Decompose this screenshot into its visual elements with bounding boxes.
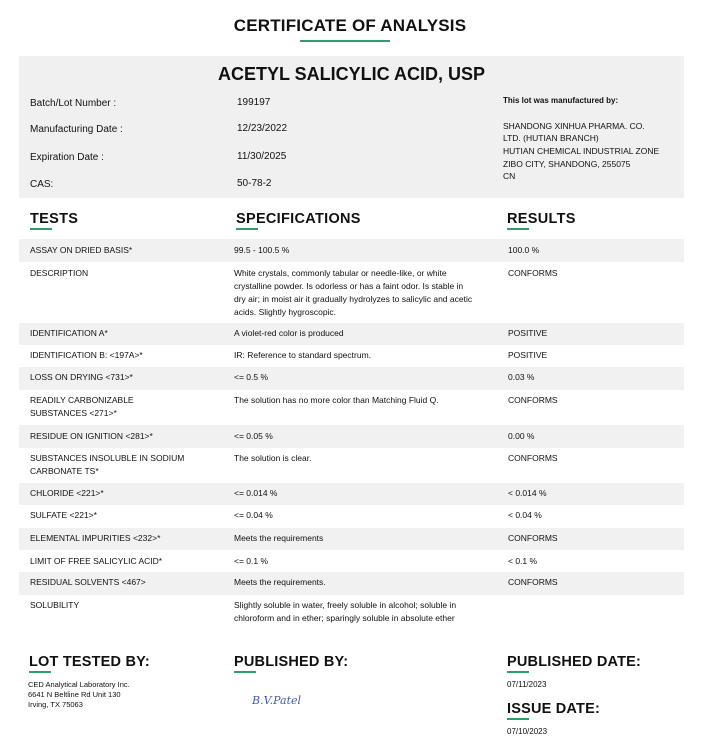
test-specification: White crystals, commonly tabular or needle-like, or white crystalline powder. Is odorless or has a faint odor. Is stable in dry air; in moist air it gradually hydrolyzes to salicylic and acetic acids. Slightly hygroscopic. [234, 268, 473, 317]
table-row [19, 448, 684, 483]
specifications-header-underline [236, 228, 258, 230]
table-row [19, 425, 684, 448]
test-result: CONFORMS [508, 395, 558, 405]
test-specification: <= 0.04 % [234, 510, 273, 520]
published-by-heading: PUBLISHED BY: [234, 654, 349, 670]
table-row [19, 345, 684, 367]
test-result: CONFORMS [508, 533, 558, 543]
test-name: LOSS ON DRYING <731>* [30, 372, 133, 382]
issue-date-heading: ISSUE DATE: [507, 701, 600, 717]
test-specification: <= 0.014 % [234, 488, 278, 498]
test-result: 0.00 % [508, 431, 535, 441]
test-specification: A violet-red color is produced [234, 328, 344, 338]
batch-label: Batch/Lot Number : [30, 98, 117, 109]
manufacturer-line: LTD. (HUTIAN BRANCH) [503, 133, 599, 143]
test-specification: <= 0.05 % [234, 431, 273, 441]
manufacturer-line: HUTIAN CHEMICAL INDUSTRIAL ZONE [503, 146, 660, 156]
test-specification: <= 0.5 % [234, 372, 269, 382]
test-result: 100.0 % [508, 245, 540, 255]
title-underline [300, 40, 390, 42]
test-result: CONFORMS [508, 577, 558, 587]
signature: B.V.Patel [252, 694, 302, 707]
issue-date-value: 07/10/2023 [507, 727, 548, 736]
test-specification: The solution is clear. [234, 453, 312, 463]
test-name: ELEMENTAL IMPURITIES <232>* [30, 533, 161, 543]
test-result: < 0.1 % [508, 556, 538, 566]
cas-value: 50-78-2 [237, 178, 272, 189]
published-by-underline [234, 671, 256, 673]
test-name: ASSAY ON DRIED BASIS* [30, 245, 133, 255]
test-specification: Meets the requirements [234, 533, 324, 543]
test-name: RESIDUE ON IGNITION <281>* [30, 431, 153, 441]
tests-column-header: TESTS [30, 211, 79, 227]
product-name: ACETYL SALICYLIC ACID, USP [217, 64, 486, 84]
test-name: LIMIT OF FREE SALICYLIC ACID* [30, 556, 163, 566]
test-result: POSITIVE [508, 350, 548, 360]
table-row [19, 550, 684, 572]
table-row [19, 323, 684, 345]
test-specification: Slightly soluble in water, freely soluble in alcohol; soluble in chloroform and in ether; sparingly soluble in absolute ether [234, 600, 457, 623]
manufacturer-line: SHANDONG XINHUA PHARMA. CO. [503, 121, 645, 131]
cas-label: CAS: [30, 179, 54, 190]
document-title: CERTIFICATE OF ANALYSIS [233, 16, 467, 35]
test-name: DESCRIPTION [30, 268, 89, 278]
table-row [19, 367, 684, 390]
lab-city-line: Irving, TX 75063 [28, 700, 83, 709]
lab-name: CED Analytical Laboratory Inc. [28, 680, 130, 689]
test-name: SULFATE <221>* [30, 510, 97, 520]
test-specification: IR: Reference to standard spectrum. [234, 350, 372, 360]
test-result: CONFORMS [508, 453, 558, 463]
table-row [19, 239, 684, 262]
test-name: IDENTIFICATION A* [30, 328, 108, 338]
test-specification: The solution has no more color than Matching Fluid Q. [234, 395, 439, 405]
tests-header-underline [30, 228, 52, 230]
manufacturer-line: ZIBO CITY, SHANDONG, 255075 [503, 159, 631, 169]
test-name: SOLUBILITY [30, 600, 80, 610]
test-result: 0.03 % [508, 372, 535, 382]
table-row [19, 528, 684, 550]
manufacturer-line: CN [503, 171, 516, 181]
test-result: POSITIVE [508, 328, 548, 338]
issue-date-underline [507, 718, 529, 720]
mfg-date-value: 12/23/2022 [237, 123, 288, 134]
test-name: RESIDUAL SOLVENTS <467> [30, 577, 146, 587]
exp-date-value: 11/30/2025 [237, 151, 287, 162]
results-header-underline [507, 228, 529, 230]
table-row [19, 390, 684, 425]
manufacturer-title: This lot was manufactured by: [503, 96, 619, 105]
test-name: SUBSTANCES INSOLUBLE IN SODIUM CARBONATE TS* [30, 453, 185, 476]
results-column-header: RESULTS [507, 211, 576, 227]
mfg-date-label: Manufacturing Date : [30, 124, 123, 135]
product-header [19, 56, 684, 198]
test-result: < 0.014 % [508, 488, 547, 498]
table-row [19, 483, 684, 505]
specifications-column-header: SPECIFICATIONS [236, 211, 361, 227]
test-result: CONFORMS [508, 268, 558, 278]
batch-value: 199197 [237, 97, 271, 108]
published-date-value: 07/11/2023 [507, 680, 547, 689]
exp-date-label: Expiration Date : [30, 152, 104, 163]
table-row [19, 572, 684, 595]
table-row [19, 505, 684, 528]
test-name: IDENTIFICATION B: <197A>* [30, 350, 143, 360]
test-specification: Meets the requirements. [234, 577, 326, 587]
test-specification: 99.5 - 100.5 % [234, 245, 290, 255]
published-date-heading: PUBLISHED DATE: [507, 654, 642, 670]
published-date-underline [507, 671, 529, 673]
test-result: < 0.04 % [508, 510, 542, 520]
test-specification: <= 0.1 % [234, 556, 269, 566]
table-row [19, 262, 684, 323]
table-row [19, 595, 684, 631]
test-name: CHLORIDE <221>* [30, 488, 104, 498]
lot-tested-by-underline [29, 671, 51, 673]
lab-address-line: 6641 N Beltline Rd Unit 130 [28, 690, 121, 699]
test-name: READILY CARBONIZABLE SUBSTANCES <271>* [30, 395, 134, 418]
lot-tested-by-heading: LOT TESTED BY: [29, 654, 150, 670]
